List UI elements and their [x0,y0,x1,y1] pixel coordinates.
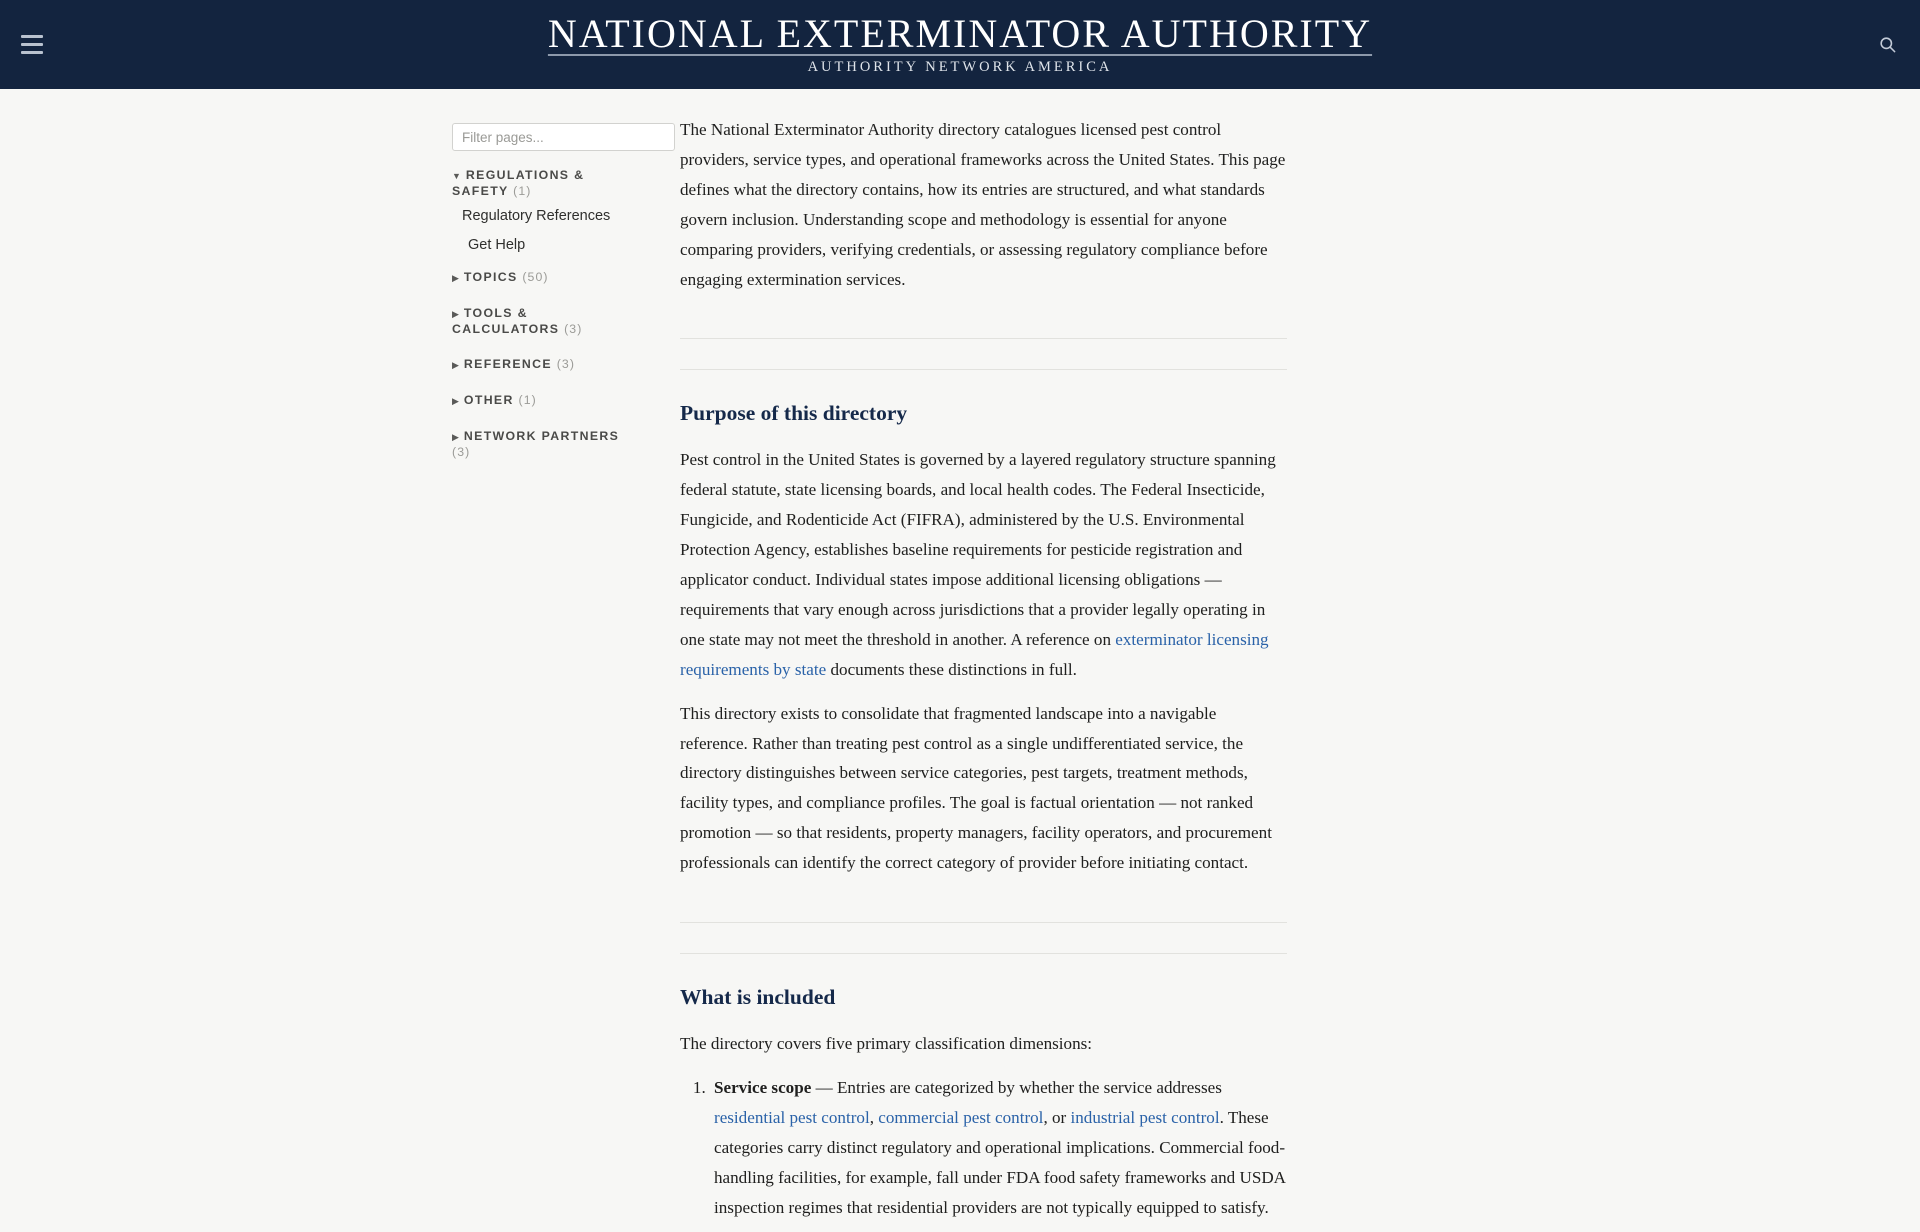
sidebar-group-label: OTHER [463,393,514,408]
sidebar-item-get-help[interactable]: Get Help [468,237,526,254]
sidebar [452,115,680,463]
sidebar-group-count: (3) [556,357,576,372]
link-exterminator-licensing-requirements[interactable]: exterminator licensing requirements by state [680,629,1269,679]
classification-dimensions-list [680,1073,1287,1223]
sidebar-group-label: REFERENCE [463,357,552,372]
link-residential-pest-control[interactable]: residential pest control [714,1107,870,1127]
sidebar-item-regulatory-references[interactable]: Regulatory References [462,208,611,225]
item-label: Service scope [714,1077,812,1097]
sidebar-group-tools-and-calculators[interactable] [452,306,632,337]
sidebar-group-topics[interactable] [452,270,632,286]
site-title: NATIONAL EXTERMINATOR AUTHORITY [547,11,1373,57]
hamburger-bar [21,51,43,54]
sidebar-group-label: TOPICS [463,270,518,285]
item-sep: , or [1043,1107,1071,1127]
purpose-text-b: documents these distinctions in full. [826,659,1077,679]
sidebar-group-count: (1) [513,183,532,198]
link-industrial-pest-control[interactable]: industrial pest control [1070,1107,1220,1127]
purpose-paragraph-2: This directory exists to consolidate that fragmented landscape into a navigable reference. Rather than treating pest control as a single undifferentiated service, the directory distinguishes between service categories, pest targets, treatment methods, facility types, and compliance profiles. The goal is factual orientation — not ranked promotion — so that residents, property managers, facility operators, and procurement professionals can identify the correct category of provider before initiating contact. [680,703,1272,873]
caret-right-icon: ▶ [452,396,459,407]
sidebar-group-count: (1) [518,393,537,408]
included-intro: The directory covers five primary classification dimensions: [680,1034,1093,1053]
sidebar-group-label: NETWORK PARTNERS [463,428,620,443]
item-sep: , [869,1107,879,1127]
sidebar-group-label: REGULATIONS & SAFETY [452,168,585,198]
site-header [0,0,1920,89]
caret-down-icon: ▼ [452,171,461,181]
sidebar-group-count: (3) [564,321,583,336]
sidebar-group-count: (3) [452,444,471,459]
purpose-paragraph-1 [680,445,1287,684]
purpose-heading: Purpose of this directory [680,401,908,426]
sidebar-nav [452,168,680,460]
sidebar-group-label: TOOLS & CALCULATORS [452,305,560,336]
caret-right-icon: ▶ [452,431,459,442]
caret-right-icon: ▶ [452,308,459,319]
item-text-b: . These categories carry distinct regulatory and operational implications. Commercial food-handling facilities, for example, fall under FDA food safety frameworks and USDA inspection regimes that residential providers are not typically equipped to satisfy. [714,1107,1286,1217]
hamburger-bar [21,35,43,38]
hamburger-menu-icon[interactable] [14,27,50,63]
purpose-text-a: Pest control in the United States is governed by a layered regulatory structure spanning federal statute, state licensing boards, and local health codes. The Federal Insecticide, Fungicide, and Rodenticide Act (FIFRA), administered by the U.S. Environmental Protection Agency, establishes baseline requirements for pesticide registration and applicator conduct. Individual states impose additional licensing obligations — requirements that vary enough across jurisdictions that a provider legally operating in one state may not meet the threshold in another. A reference on [680,450,1276,649]
hamburger-bar [21,43,43,46]
link-commercial-pest-control[interactable]: commercial pest control [878,1107,1044,1127]
caret-right-icon: ▶ [452,273,459,284]
sidebar-group-other[interactable] [452,393,632,409]
caret-right-icon: ▶ [452,360,459,371]
item-text-a: — Entries are categorized by whether the service addresses [811,1077,1222,1097]
main-content [680,115,1287,1232]
intro-paragraph: The National Exterminator Authority directory catalogues licensed pest control providers, service types, and operational frameworks across the United States. This page defines what the directory contains, how its entries are structured, and what standards govern inclusion. Understanding scope and methodology is essential for anyone comparing providers, verifying credentials, or assessing regulatory compliance before engaging extermination services. [680,120,1286,289]
site-brand [547,11,1373,76]
list-item [710,1073,1287,1223]
sidebar-group-regulations-and-safety[interactable] [452,168,632,199]
included-heading: What is included [680,985,836,1010]
sidebar-group-count: (50) [522,270,549,285]
page-body [0,89,1920,1232]
sidebar-group-reference[interactable] [452,357,632,373]
filter-pages-input[interactable] [452,123,675,151]
sidebar-group-network-partners[interactable] [452,429,632,460]
search-icon[interactable] [1870,28,1904,62]
site-subtitle: AUTHORITY NETWORK AMERICA [807,59,1113,76]
